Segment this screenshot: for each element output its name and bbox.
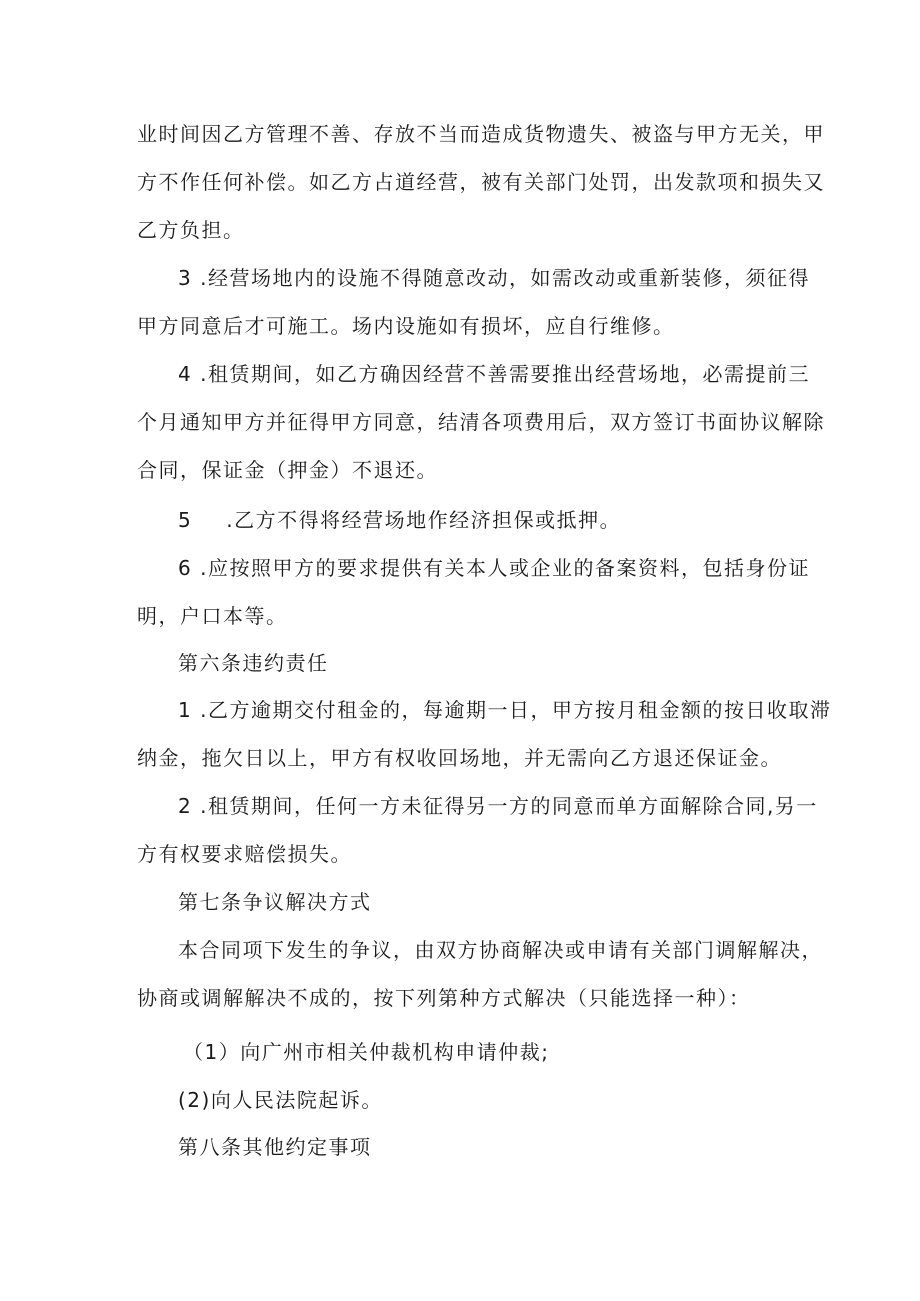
item-number: 2 — [178, 794, 193, 818]
item-text: .乙方逾期交付租金的，每逾期一日，甲方按月租金额的按日收取滞 — [200, 698, 832, 722]
paragraph-line: 明，户口本等。 — [137, 604, 288, 628]
paragraph-line: 业时间因乙方管理不善、存放不当而造成货物遗失、被盗与甲方无关，甲 — [137, 122, 825, 146]
paragraph-line: 个月通知甲方并征得甲方同意，结清各项费用后，双方签订书面协议解除 — [137, 410, 825, 434]
item-number: 3 — [178, 266, 193, 290]
item-text: .租赁期间，如乙方确因经营不善需要推出经营场地，必需提前三 — [200, 362, 810, 386]
item-3-first-line — [178, 265, 810, 291]
item-number: 6 — [178, 556, 193, 580]
option-1: （1）向广州市相关仲裁机构申请仲裁; — [183, 1040, 550, 1064]
article-6-item-1-first-line — [178, 697, 831, 723]
paragraph-line: 合同，保证金（押金）不退还。 — [137, 458, 438, 482]
item-text: .应按照甲方的要求提供有关本人或企业的备案资料，包括身份证 — [200, 556, 810, 580]
article-7-title: 第七条争议解决方式 — [178, 890, 372, 914]
paragraph-line: 协商或调解解决不成的，按下列第种方式解决（只能选择一种）： — [137, 986, 751, 1010]
paragraph-line: 方不作任何补偿。如乙方占道经营，被有关部门处罚，出发款项和损失又 — [137, 170, 825, 194]
item-text: .经营场地内的设施不得随意改动，如需改动或重新装修，须征得 — [200, 266, 810, 290]
item-5-line — [178, 507, 621, 533]
paragraph-line: 甲方同意后才可施工。场内设施如有损坏，应自行维修。 — [137, 314, 675, 338]
item-number: 5 — [178, 508, 193, 532]
item-4-first-line — [178, 361, 810, 387]
item-number: 1 — [178, 698, 193, 722]
paragraph-line: 本合同项下发生的争议，由双方协商解决或申请有关部门调解解决， — [178, 938, 823, 962]
item-text: .乙方不得将经营场地作经济担保或抵押。 — [226, 508, 622, 532]
article-8-title: 第八条其他约定事项 — [178, 1135, 372, 1159]
item-number: 4 — [178, 362, 193, 386]
paragraph-line: 纳金，拖欠日以上，甲方有权收回场地，并无需向乙方退还保证金。 — [137, 746, 782, 770]
article-6-title: 第六条违约责任 — [178, 651, 329, 675]
item-6-first-line — [178, 555, 810, 581]
paragraph-line: 乙方负担。 — [137, 218, 245, 242]
paragraph-line: 方有权要求赔偿损失。 — [137, 842, 352, 866]
option-2: (2)向人民法院起诉。 — [178, 1088, 383, 1112]
item-text: .租赁期间，任何一方未征得另一方的同意而单方面解除合同,另一 — [200, 794, 818, 818]
article-6-item-2-first-line — [178, 793, 818, 819]
